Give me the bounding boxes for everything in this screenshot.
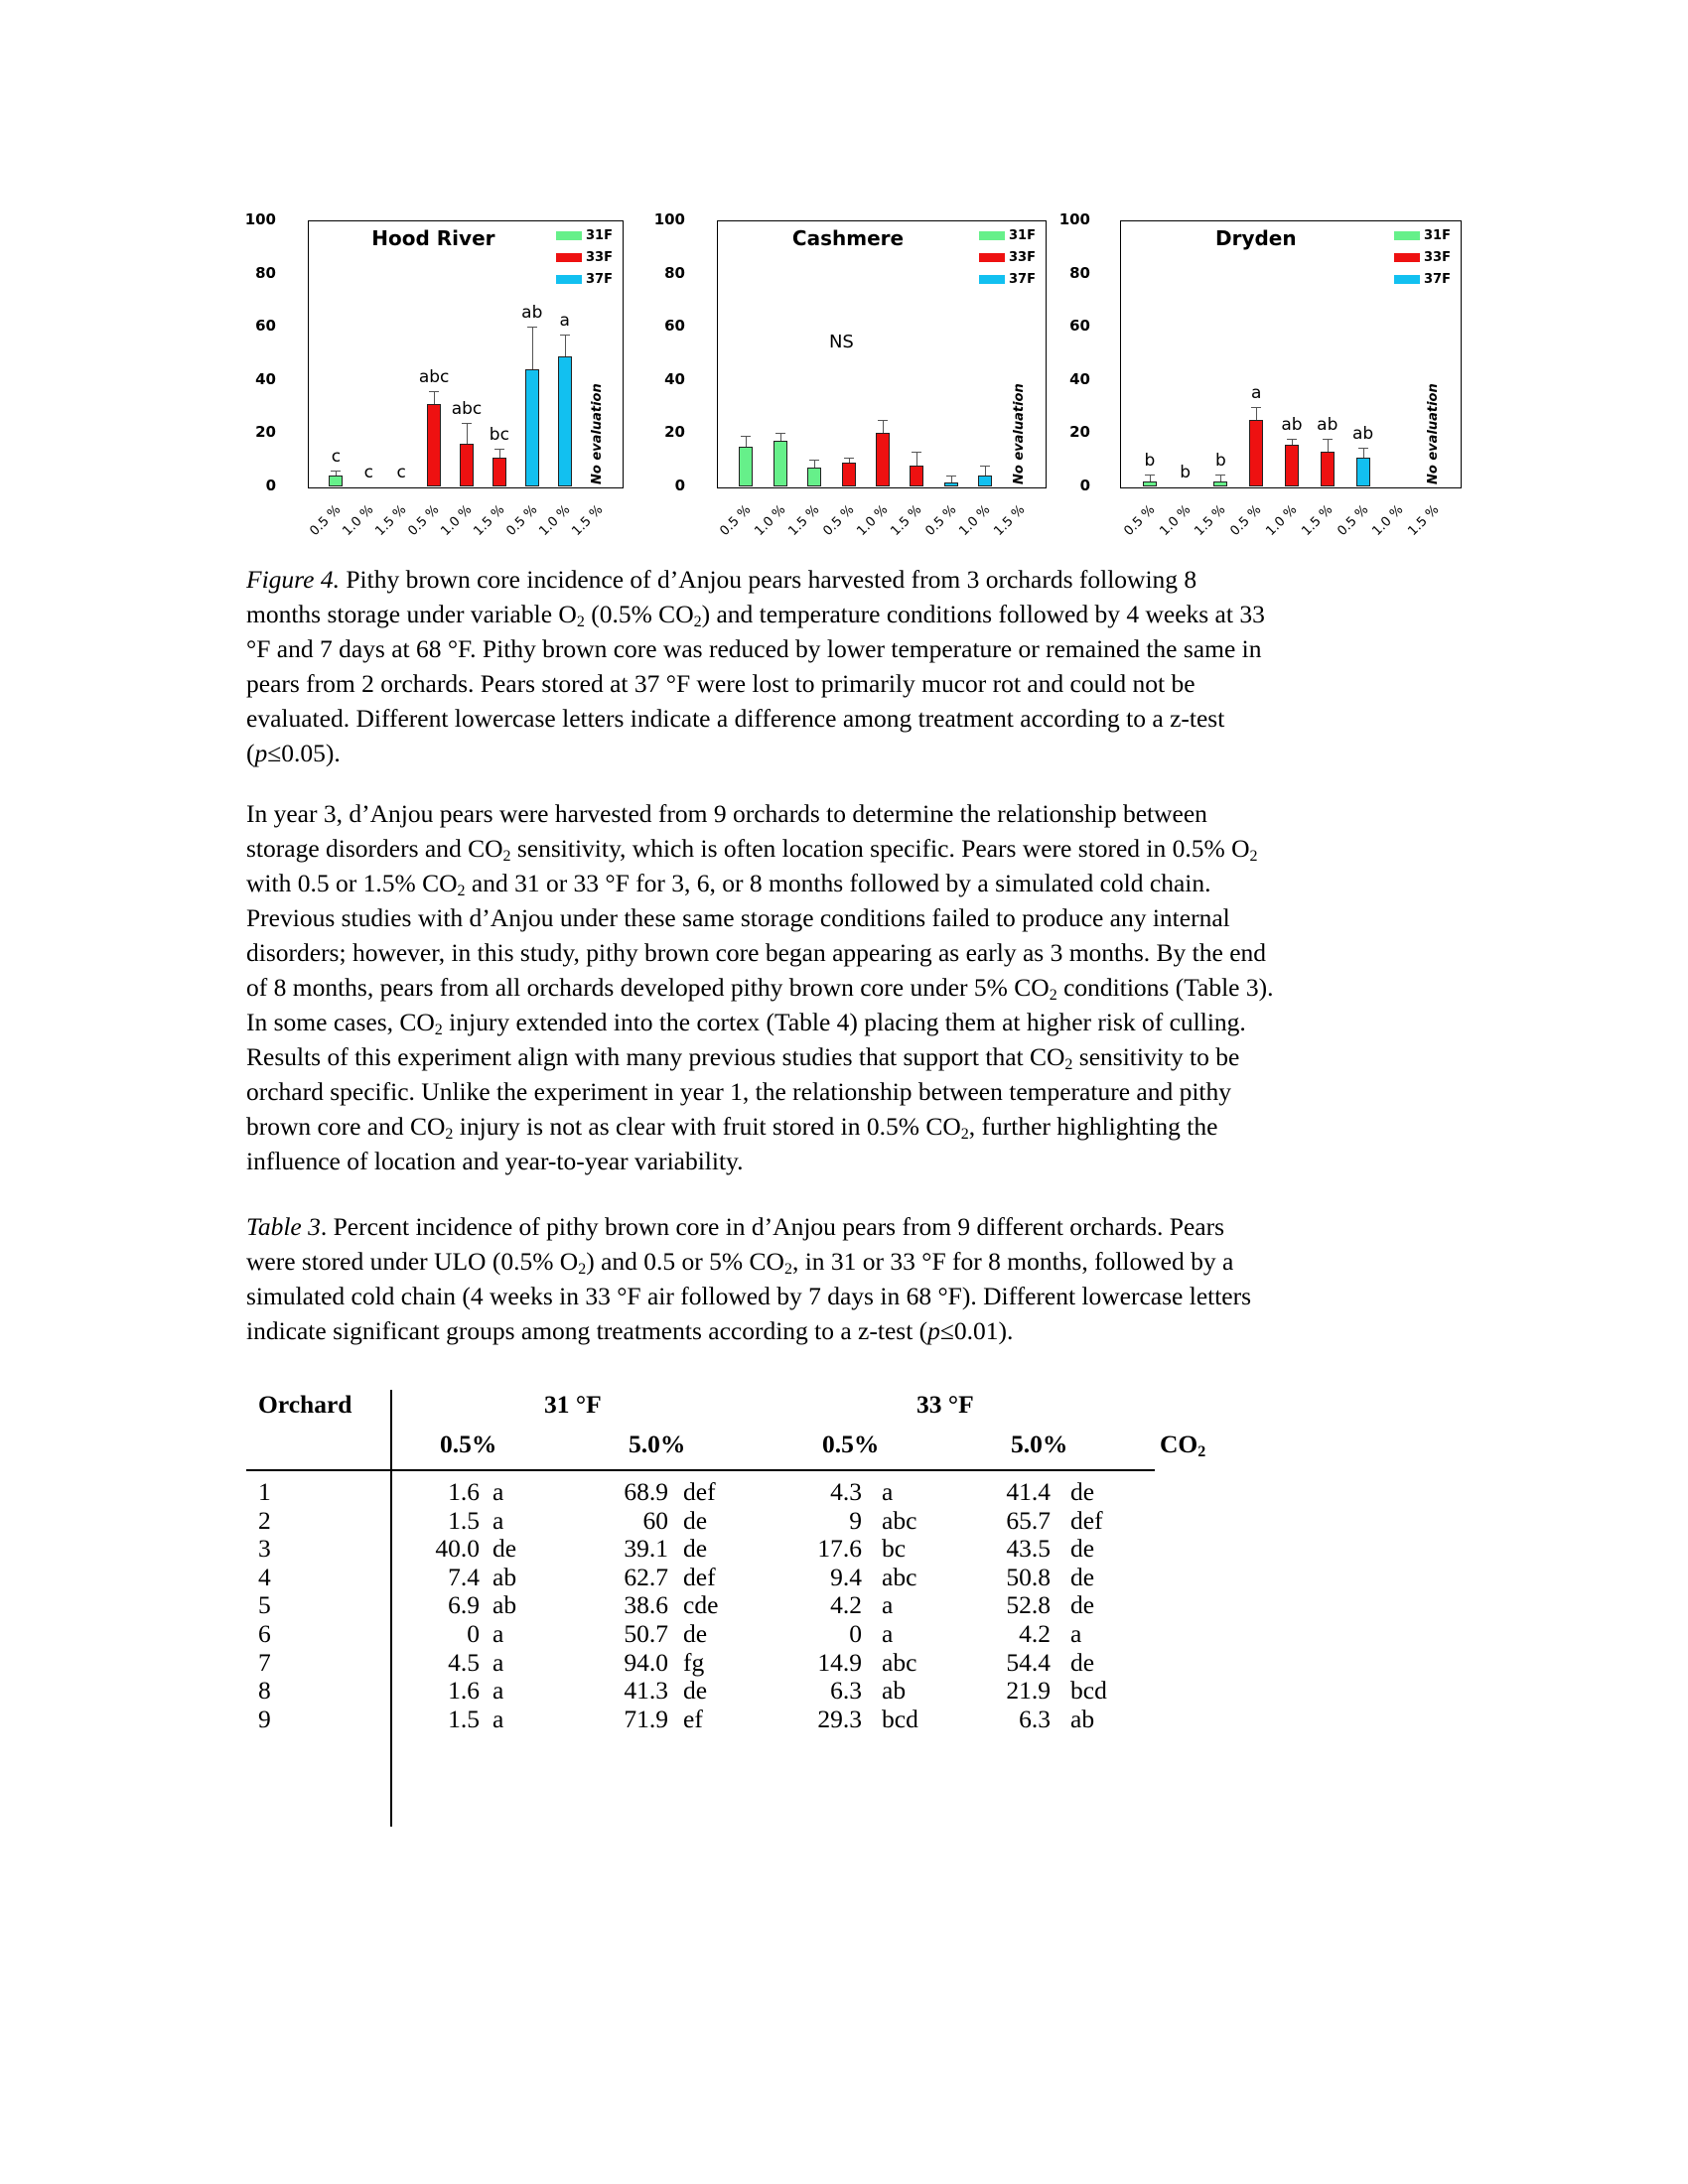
y-tick-label: 100 bbox=[653, 210, 685, 228]
significance-letter: abc bbox=[882, 1505, 917, 1535]
significance-letter: de bbox=[683, 1534, 708, 1564]
incidence-value: 1.6 bbox=[448, 1477, 480, 1506]
text-line: simulated cold chain (4 weeks in 33 °F air followed by 7 days in 68 °F). Different lowercase letters bbox=[246, 1282, 1252, 1310]
incidence-value: 0 bbox=[849, 1619, 862, 1648]
significance-letter: ab bbox=[882, 1676, 907, 1706]
error-bar-cap bbox=[1287, 439, 1297, 440]
x-tick-label: 1.5 % bbox=[471, 502, 508, 539]
significance-letter: a bbox=[492, 1704, 504, 1733]
significance-letter: de bbox=[1070, 1477, 1095, 1506]
significance-letter: a bbox=[492, 1676, 504, 1706]
significance-letter: ab bbox=[1281, 414, 1303, 435]
no-evaluation-label: No evaluation bbox=[1011, 383, 1027, 484]
significance-letter: abc bbox=[882, 1647, 917, 1677]
x-tick-label: 1.5 % bbox=[785, 502, 823, 539]
incidence-value: 68.9 bbox=[624, 1477, 668, 1506]
bar-33F-15 bbox=[1321, 452, 1335, 486]
orchard-number: 8 bbox=[258, 1676, 271, 1706]
incidence-value: 1.6 bbox=[448, 1676, 480, 1706]
text-line: orchard specific. Unlike the experiment in year 1, the relationship between temperature and pithy bbox=[246, 1077, 1231, 1106]
significance-letter: a bbox=[492, 1647, 504, 1677]
x-tick-label: 1.0 % bbox=[956, 502, 994, 539]
incidence-value: 94.0 bbox=[624, 1647, 668, 1677]
incidence-value: 4.2 bbox=[830, 1590, 862, 1620]
table-header-rule bbox=[246, 1469, 1155, 1471]
incidence-value: 54.4 bbox=[1006, 1647, 1051, 1677]
text-line: indicate significant groups among treatments according to a z-test (p≤0.01). bbox=[246, 1316, 1014, 1345]
significance-letter: b bbox=[1215, 450, 1226, 471]
significance-letter: de bbox=[683, 1619, 708, 1648]
x-tick-label: 1.5 % bbox=[1192, 502, 1229, 539]
no-evaluation-label: No evaluation bbox=[589, 383, 605, 484]
significance-letter: ab bbox=[1351, 424, 1374, 445]
chart-legend bbox=[1394, 224, 1451, 290]
significance-letter: bc bbox=[489, 425, 509, 446]
incidence-value: 7.4 bbox=[448, 1562, 480, 1591]
y-tick-label: 20 bbox=[1069, 423, 1090, 442]
legend-label: 33F bbox=[1424, 249, 1451, 265]
legend-swatch-31F bbox=[1394, 231, 1420, 240]
incidence-value: 6.3 bbox=[1019, 1704, 1051, 1733]
x-tick-label: 0.5 % bbox=[307, 502, 345, 539]
y-tick-label: 80 bbox=[1069, 263, 1090, 282]
text-line: were stored under ULO (0.5% $O_2$) and 0.5 or 5% $CO_2$, in 31 or 33 °F for 8 months, followed by a bbox=[246, 1247, 1234, 1278]
x-tick-label: 0.5 % bbox=[922, 502, 960, 539]
significance-letter: c bbox=[396, 463, 406, 482]
header-orchard: Orchard bbox=[258, 1390, 352, 1419]
text-line: In some cases, $CO_2$ injury extended into the cortex (Table 4) placing them at higher risk of culling. bbox=[246, 1008, 1246, 1038]
legend-label: 37F bbox=[1424, 271, 1451, 287]
header-33f: 33 °F bbox=[916, 1390, 974, 1419]
error-bar bbox=[1256, 407, 1257, 420]
incidence-value: 1.5 bbox=[448, 1505, 480, 1535]
significance-letter: ab bbox=[492, 1590, 517, 1620]
header-co2-31-high: 5.0% bbox=[629, 1430, 686, 1458]
error-bar bbox=[1292, 439, 1293, 446]
incidence-value: 4.3 bbox=[830, 1477, 862, 1506]
x-tick-label: 0.5 % bbox=[503, 502, 541, 539]
error-bar-cap bbox=[1323, 439, 1333, 440]
incidence-value: 17.6 bbox=[817, 1534, 862, 1564]
incidence-value: 65.7 bbox=[1006, 1505, 1051, 1535]
significance-letter: de bbox=[1070, 1647, 1095, 1677]
chart-title: Cashmere bbox=[791, 226, 905, 250]
x-tick-label: 0.5 % bbox=[405, 502, 443, 539]
incidence-value: 43.5 bbox=[1006, 1534, 1051, 1564]
x-tick-label: 0.5 % bbox=[819, 502, 857, 539]
table-vertical-rule bbox=[390, 1390, 392, 1827]
bar-33F-05 bbox=[1249, 420, 1263, 486]
text-line: storage disorders and $CO_2$ sensitivity, which is often location specific. Pears were stored in 0.5% $O_2$ bbox=[246, 834, 1258, 865]
bar-37F-05 bbox=[1356, 458, 1370, 486]
y-tick-label: 100 bbox=[1058, 210, 1090, 228]
x-tick-label: 0.5 % bbox=[1121, 502, 1159, 539]
y-tick-label: 0 bbox=[265, 477, 276, 494]
significance-letter: de bbox=[1070, 1562, 1095, 1591]
significance-letter: a bbox=[1251, 382, 1262, 403]
incidence-value: 9 bbox=[849, 1505, 862, 1535]
significance-letter: a bbox=[492, 1477, 504, 1506]
error-bar-cap bbox=[1251, 407, 1261, 408]
text-line: months storage under variable $O_2$ (0.5% $CO_2$) and temperature conditions followed by 4 weeks at 33 bbox=[246, 600, 1265, 630]
incidence-value: 71.9 bbox=[624, 1704, 668, 1733]
text-line: °F and 7 days at 68 °F. Pithy brown core was reduced by lower temperature or remained the same in bbox=[246, 634, 1262, 663]
incidence-value: 50.7 bbox=[624, 1619, 668, 1648]
x-tick-label: 1.0 % bbox=[752, 502, 788, 539]
x-tick-label: 1.5 % bbox=[991, 502, 1029, 539]
x-tick-label: 1.0 % bbox=[1263, 502, 1301, 539]
significance-letter: fg bbox=[683, 1647, 705, 1677]
y-tick-label: 40 bbox=[664, 369, 685, 388]
not-significant-label: NS bbox=[828, 332, 854, 352]
significance-letter: bcd bbox=[882, 1704, 918, 1733]
figure-4-charts bbox=[0, 0, 1688, 566]
incidence-value: 29.3 bbox=[817, 1704, 862, 1733]
significance-letter: a bbox=[1070, 1619, 1082, 1648]
header-co2-31-low: 0.5% bbox=[440, 1430, 497, 1458]
significance-letter: c bbox=[363, 463, 374, 482]
x-tick-label: 0.5 % bbox=[1334, 502, 1371, 539]
y-tick-label: 0 bbox=[1079, 477, 1090, 494]
text-line: influence of location and year-to-year variability. bbox=[246, 1147, 744, 1175]
y-tick-label: 80 bbox=[255, 263, 276, 282]
text-line: evaluated. Different lowercase letters indicate a difference among treatment according to a z-test bbox=[246, 704, 1225, 733]
error-bar-cap bbox=[1145, 475, 1155, 476]
error-bar bbox=[1328, 439, 1329, 452]
orchard-number: 3 bbox=[258, 1534, 271, 1564]
incidence-value: 6.3 bbox=[830, 1676, 862, 1706]
significance-letter: def bbox=[683, 1477, 716, 1506]
significance-letter: def bbox=[683, 1562, 716, 1591]
y-tick-label: 40 bbox=[1069, 369, 1090, 388]
y-tick-label: 20 bbox=[255, 423, 276, 442]
x-tick-label: 0.5 % bbox=[717, 502, 755, 539]
orchard-number: 9 bbox=[258, 1704, 271, 1733]
legend-swatch-37F bbox=[1394, 275, 1420, 284]
error-bar bbox=[1220, 475, 1221, 481]
x-tick-label: 1.5 % bbox=[372, 502, 410, 539]
text-line: with 0.5 or 1.5% $CO_2$ and 31 or 33 °F for 3, 6, or 8 months followed by a simulated cold chain. bbox=[246, 869, 1211, 899]
text-line: In year 3, d’Anjou pears were harvested from 9 orchards to determine the relationship between bbox=[246, 799, 1207, 828]
significance-letter: de bbox=[683, 1505, 708, 1535]
header-co2-33-low: 0.5% bbox=[822, 1430, 880, 1458]
y-tick-label: 60 bbox=[255, 317, 276, 336]
chart-panel-dryden bbox=[0, 0, 1688, 566]
incidence-value: 60 bbox=[642, 1505, 668, 1535]
error-bar-cap bbox=[1358, 448, 1368, 449]
table-caption bbox=[246, 1209, 1468, 1348]
significance-letter: abc bbox=[882, 1562, 917, 1591]
text-line: Previous studies with d’Anjou under these same storage conditions failed to produce any internal bbox=[246, 903, 1230, 932]
bar-31F-15 bbox=[1213, 481, 1227, 486]
y-tick-label: 20 bbox=[664, 423, 685, 442]
orchard-number: 4 bbox=[258, 1562, 271, 1591]
legend-swatch-33F bbox=[1394, 253, 1420, 262]
text-line: Figure 4. Pithy brown core incidence of d’Anjou pears harvested from 3 orchards following 8 bbox=[246, 565, 1197, 594]
incidence-value: 41.3 bbox=[624, 1676, 668, 1706]
legend-label: 31F bbox=[1424, 227, 1451, 243]
significance-letter: bcd bbox=[1070, 1676, 1107, 1706]
significance-letter: de bbox=[492, 1534, 517, 1564]
x-tick-label: 1.5 % bbox=[888, 502, 925, 539]
significance-letter: a bbox=[492, 1505, 504, 1535]
x-tick-label: 1.0 % bbox=[1157, 502, 1194, 539]
legend-label: 37F bbox=[1009, 271, 1036, 287]
legend-item-33F bbox=[1394, 246, 1451, 268]
incidence-value: 4.5 bbox=[448, 1647, 480, 1677]
x-tick-label: 1.0 % bbox=[438, 502, 476, 539]
incidence-value: 50.8 bbox=[1006, 1562, 1051, 1591]
legend-label: 31F bbox=[1009, 227, 1036, 243]
error-bar bbox=[1363, 448, 1364, 457]
figure-caption bbox=[246, 562, 1468, 770]
header-co2-33-high: 5.0% bbox=[1011, 1430, 1068, 1458]
incidence-value: 21.9 bbox=[1006, 1676, 1051, 1706]
x-tick-label: 0.5 % bbox=[1227, 502, 1265, 539]
text-line: (p≤0.05). bbox=[246, 739, 341, 767]
significance-letter: abc bbox=[418, 366, 450, 387]
no-evaluation-label: No evaluation bbox=[1426, 383, 1442, 484]
legend-label: 37F bbox=[586, 271, 613, 287]
significance-letter: def bbox=[1070, 1505, 1103, 1535]
incidence-value: 0 bbox=[467, 1619, 480, 1648]
significance-letter: a bbox=[882, 1619, 894, 1648]
significance-letter: de bbox=[683, 1676, 708, 1706]
incidence-value: 52.8 bbox=[1006, 1590, 1051, 1620]
orchard-number: 2 bbox=[258, 1505, 271, 1535]
text-line: disorders; however, in this study, pithy brown core began appearing as early as 3 months. By the end bbox=[246, 938, 1267, 967]
legend-item-37F bbox=[1394, 268, 1451, 290]
incidence-value: 14.9 bbox=[817, 1647, 862, 1677]
body-paragraph bbox=[246, 796, 1468, 1178]
significance-letter: a bbox=[882, 1590, 894, 1620]
significance-letter: a bbox=[882, 1477, 894, 1506]
orchard-number: 6 bbox=[258, 1619, 271, 1648]
significance-letter: abc bbox=[451, 398, 483, 419]
significance-letter: a bbox=[559, 311, 570, 332]
significance-letter: ab bbox=[1317, 414, 1338, 435]
header-co2-label: $CO_2$ bbox=[1160, 1430, 1206, 1460]
x-tick-label: 1.5 % bbox=[1299, 502, 1336, 539]
error-bar-cap bbox=[1215, 475, 1225, 476]
orchard-number: 5 bbox=[258, 1590, 271, 1620]
significance-letter: c bbox=[331, 446, 342, 467]
significance-letter: ef bbox=[683, 1704, 703, 1733]
incidence-value: 1.5 bbox=[448, 1704, 480, 1733]
legend-label: 33F bbox=[1009, 249, 1036, 265]
x-tick-label: 1.5 % bbox=[1405, 502, 1443, 539]
y-tick-label: 100 bbox=[244, 210, 276, 228]
x-tick-label: 1.0 % bbox=[1369, 502, 1407, 539]
y-tick-label: 60 bbox=[1069, 317, 1090, 336]
significance-letter: ab bbox=[1070, 1704, 1095, 1733]
significance-letter: a bbox=[492, 1619, 504, 1648]
legend-label: 31F bbox=[586, 227, 613, 243]
y-tick-label: 0 bbox=[674, 477, 685, 494]
chart-title: Hood River bbox=[371, 226, 495, 250]
significance-letter: ab bbox=[521, 303, 543, 324]
incidence-value: 6.9 bbox=[448, 1590, 480, 1620]
significance-letter: bc bbox=[882, 1534, 907, 1564]
error-bar bbox=[1150, 475, 1151, 481]
significance-letter: de bbox=[1070, 1590, 1095, 1620]
incidence-value: 39.1 bbox=[624, 1534, 668, 1564]
header-31f: 31 °F bbox=[544, 1390, 602, 1419]
text-line: Results of this experiment align with many previous studies that support that $CO_2$ sensitivity to be bbox=[246, 1042, 1240, 1073]
significance-letter: b bbox=[1180, 463, 1192, 482]
significance-letter: b bbox=[1144, 450, 1156, 471]
significance-letter: ab bbox=[492, 1562, 517, 1591]
x-tick-label: 1.0 % bbox=[340, 502, 377, 539]
orchard-number: 1 bbox=[258, 1477, 271, 1506]
x-tick-label: 1.0 % bbox=[536, 502, 573, 539]
bar-31F-05 bbox=[1143, 481, 1157, 486]
incidence-value: 38.6 bbox=[624, 1590, 668, 1620]
legend-item-31F bbox=[1394, 224, 1451, 246]
incidence-value: 62.7 bbox=[624, 1562, 668, 1591]
x-tick-label: 1.0 % bbox=[854, 502, 892, 539]
incidence-value: 40.0 bbox=[435, 1534, 480, 1564]
chart-title: Dryden bbox=[1214, 226, 1297, 250]
incidence-value: 41.4 bbox=[1006, 1477, 1051, 1506]
y-tick-label: 80 bbox=[664, 263, 685, 282]
y-tick-label: 60 bbox=[664, 317, 685, 336]
incidence-value: 9.4 bbox=[830, 1562, 862, 1591]
significance-letter: de bbox=[1070, 1534, 1095, 1564]
text-line: pears from 2 orchards. Pears stored at 37 °F were lost to primarily mucor rot and could not be bbox=[246, 669, 1196, 698]
y-tick-label: 40 bbox=[255, 369, 276, 388]
text-line: Table 3. Percent incidence of pithy brown core in d’Anjou pears from 9 different orchards. Pears bbox=[246, 1212, 1225, 1241]
significance-letter: cde bbox=[683, 1590, 719, 1620]
incidence-value: 4.2 bbox=[1019, 1619, 1051, 1648]
text-line: brown core and $CO_2$ injury is not as clear with fruit stored in 0.5% $CO_2$, further highlighting the bbox=[246, 1112, 1218, 1143]
x-tick-label: 1.5 % bbox=[568, 502, 606, 539]
bar-33F-10 bbox=[1285, 445, 1299, 486]
text-line: of 8 months, pears from all orchards developed pithy brown core under 5% $CO_2$ conditions (Table 3). bbox=[246, 973, 1274, 1004]
orchard-number: 7 bbox=[258, 1647, 271, 1677]
legend-label: 33F bbox=[586, 249, 613, 265]
